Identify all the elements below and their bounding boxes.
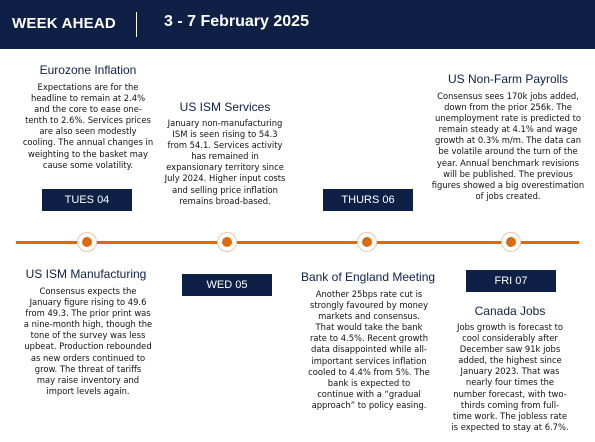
event-text-line: Expectations are for the <box>37 82 139 92</box>
event-text-line: as new orders continued to <box>30 352 146 363</box>
event-text-line: tenth to 2.6%. Services prices <box>25 115 151 126</box>
event-text-line: approach” to policy easing. <box>311 399 427 410</box>
event-text-us-ism-manufacturing <box>8 286 168 397</box>
event-text-line: expansionary territory since <box>166 162 284 173</box>
event-title-us-ism-services: US ISM Services <box>179 100 271 114</box>
event-text-line: be volatile around the turn of the <box>438 146 578 157</box>
event-text-line: cause some volatility. <box>42 159 134 170</box>
event-text-line: data disappointed while all- <box>311 344 427 355</box>
header-divider <box>136 12 137 37</box>
event-text-line: Consensus expects the <box>39 286 137 296</box>
event-text-line: headline to remain at 2.4% <box>30 93 146 104</box>
event-text-line: from 49.3. The prior print was <box>25 308 151 319</box>
event-text-line: nearly four times the <box>465 377 555 388</box>
event-text-line: import levels again. <box>46 385 130 396</box>
event-text-line: December saw 91k jobs <box>459 344 561 355</box>
event-text-line: ISM is seen rising to 54.3 <box>172 129 278 140</box>
event-text-line: strongly favoured by money <box>309 300 429 311</box>
event-title-canada-jobs: Canada Jobs <box>474 304 546 318</box>
event-text-line: bank is expected to <box>327 377 411 388</box>
header-title: WEEK AHEAD <box>12 15 116 32</box>
event-text-line: is expected to stay at 6.7%. <box>451 421 569 432</box>
event-text-line: cool considerably after <box>462 333 558 344</box>
event-text-line: rate to 4.5%. Recent growth <box>309 333 429 344</box>
header-dates: 3 - 7 February 2025 <box>164 13 309 30</box>
day-badge-fri: FRI 07 <box>466 270 556 292</box>
event-text-line: July 2024. Higher input costs <box>164 173 286 184</box>
event-text-line: growth at 0.3% m/m. The data can <box>434 135 582 146</box>
event-text-line: and selling price inflation <box>172 184 278 195</box>
event-text-line: grow. The threat of tariffs <box>34 363 142 374</box>
event-text-boe-meeting <box>288 289 450 411</box>
event-text-line: cooling. The annual changes in <box>22 137 154 148</box>
event-text-us-nfp <box>424 91 592 202</box>
event-text-line: will be published. The previous <box>443 168 573 179</box>
event-text-line: and the core to ease one- <box>34 104 142 115</box>
timeline-line <box>16 241 579 244</box>
event-text-line: are also seen modestly <box>39 126 137 137</box>
event-title-us-ism-manufacturing: US ISM Manufacturing <box>25 267 147 281</box>
event-text-canada-jobs <box>434 322 586 433</box>
event-text-line: may raise inventory and <box>36 374 140 385</box>
event-text-line: figures showed a big overestimation <box>431 179 585 190</box>
day-badge-wed: WED 05 <box>182 274 272 296</box>
timeline-node-dot <box>82 237 92 247</box>
event-text-line: That would take the bank <box>315 322 423 333</box>
event-title-us-nfp: US Non-Farm Payrolls <box>447 72 569 86</box>
event-text-line: tone of the survey was less <box>30 330 146 341</box>
event-text-line: time work. The jobless rate <box>452 410 568 421</box>
timeline-node-tue <box>77 232 97 252</box>
event-text-line: from 54.1. Services activity <box>167 140 283 151</box>
event-text-line: of jobs created. <box>475 190 541 201</box>
event-text-line: Consensus sees 170k jobs added, <box>437 91 579 101</box>
event-text-line: Jobs growth is forecast to <box>456 322 564 332</box>
event-text-line: has remained in <box>191 151 259 162</box>
event-text-line: upbeat. Production rebounded <box>24 341 152 352</box>
timeline-node-wed <box>217 232 237 252</box>
timeline-node-dot <box>362 237 372 247</box>
event-text-line: number forecast, with two- <box>453 388 567 399</box>
event-text-line: January non-manufacturing <box>167 118 283 128</box>
timeline-node-thu <box>357 232 377 252</box>
timeline-node-fri <box>501 232 521 252</box>
event-text-line: markets and consensus. <box>318 311 420 322</box>
event-text-line: remain steady at 4.1% and wage <box>438 124 578 135</box>
event-text-us-ism-services <box>144 118 306 207</box>
timeline-node-dot <box>222 237 232 247</box>
event-text-line: remains broad-based. <box>179 195 271 206</box>
event-text-line: a nine-month high, though the <box>23 319 153 330</box>
event-text-line: January figure rising to 49.6 <box>29 297 147 308</box>
day-badge-tue: TUES 04 <box>42 189 132 211</box>
header-bar <box>0 0 595 49</box>
event-text-eurozone-inflation <box>10 82 166 171</box>
event-title-eurozone-inflation: Eurozone Inflation <box>39 63 137 77</box>
event-text-line: added, the highest since <box>458 355 562 366</box>
event-text-line: Another 25bps rate cut is <box>315 289 423 299</box>
event-text-line: thirds coming from full- <box>460 399 560 410</box>
event-text-line: down from the prior 256k. The <box>444 102 572 113</box>
event-text-line: January 2023. That was <box>460 366 560 377</box>
event-text-line: weighting to the basket may <box>27 148 149 159</box>
event-text-line: unemployment rate is predicted to <box>434 113 582 124</box>
day-badge-thu: THURS 06 <box>323 189 413 211</box>
event-text-line: cooled to 4.4% from 5%. The <box>308 366 430 377</box>
event-text-line: year. Annual benchmark revisions <box>436 157 580 168</box>
event-text-line: important services inflation <box>311 355 427 366</box>
event-title-boe-meeting: Bank of England Meeting <box>300 270 436 284</box>
timeline-node-dot <box>506 237 516 247</box>
event-text-line: continue with a “gradual <box>317 388 421 399</box>
